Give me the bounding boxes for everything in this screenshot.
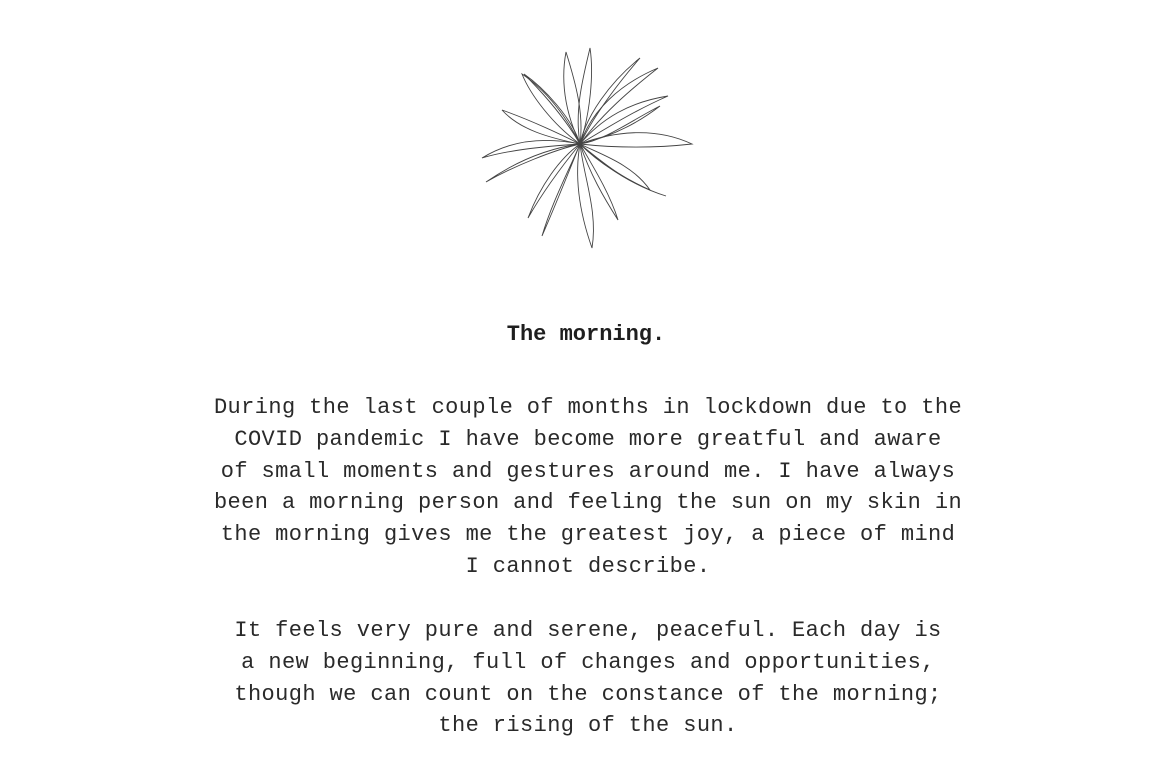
flower-sketch-icon <box>470 22 700 254</box>
text-line: the rising of the sun. <box>438 713 738 739</box>
page-title: The morning. <box>506 322 666 347</box>
paragraph-1 <box>0 392 1150 583</box>
text-line: During the last couple of months in lockdown due to the <box>213 395 963 420</box>
text-line: the morning gives me the greatest joy, a piece of mind <box>220 522 956 548</box>
text-line: of small moments and gestures around me. I have always <box>220 458 956 484</box>
text-line: been a morning person and feeling the sun on my skin in <box>213 490 963 516</box>
text-line: a new beginning, full of changes and opportunities, <box>241 649 935 675</box>
text-line: It feels very pure and serene, peaceful. Each day is <box>234 618 942 643</box>
text-line: though we can count on the constance of the morning; <box>234 681 942 707</box>
text-line: COVID pandemic I have become more greatful and aware <box>234 426 942 452</box>
text-line: I cannot describe. <box>465 553 711 579</box>
paragraph-2 <box>0 615 1150 742</box>
